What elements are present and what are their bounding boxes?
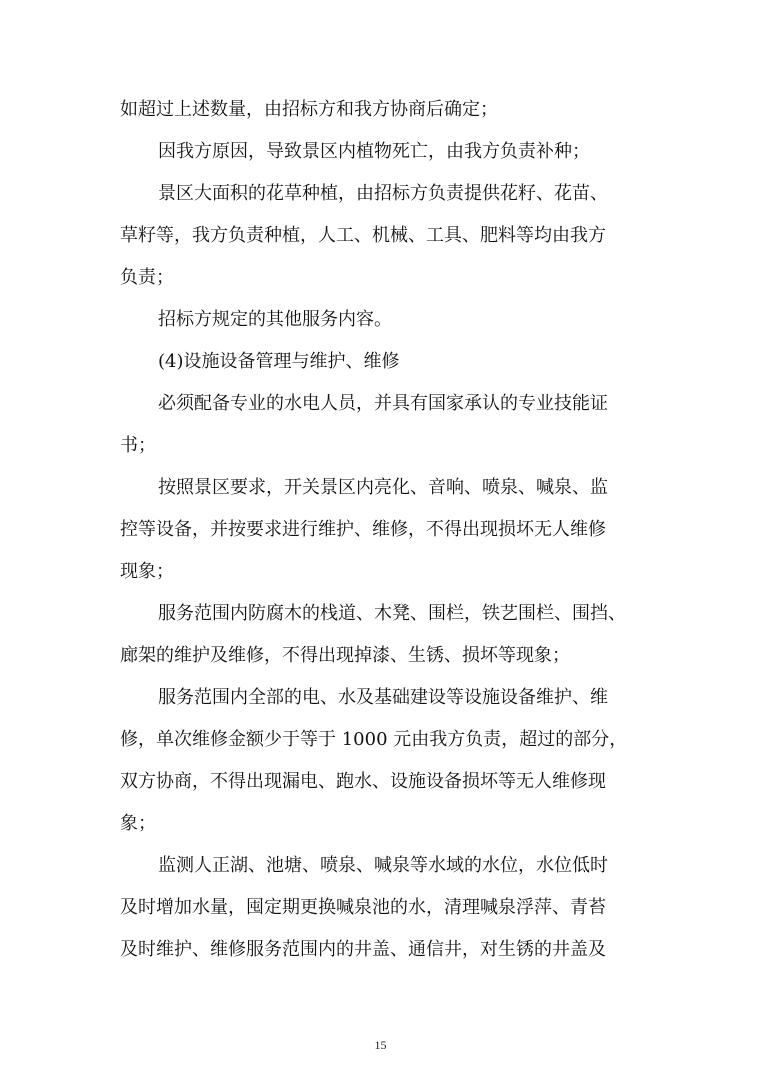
text-line: 修，单次维修金额少于等于 1000 元由我方负责，超过的部分， [120, 729, 628, 750]
text-line: 草籽等，我方负责种植，人工、机械、工具、肥料等均由我方 [120, 225, 606, 246]
text-line: 如超过上述数量，由招标方和我方协商后确定； [120, 99, 498, 120]
text-line: 象； [120, 813, 156, 834]
text-line: 及时维护、维修服务范围内的井盖、通信井，对生锈的井盖及 [120, 939, 606, 960]
text-line: 现象； [120, 561, 174, 582]
text-line: 服务范围内防腐木的栈道、木凳、围栏，铁艺围栏、围挡、 [158, 603, 626, 624]
section-heading: (4)设施设备管理与维护、维修 [158, 351, 400, 372]
text-line: 控等设备，并按要求进行维护、维修，不得出现损坏无人维修 [120, 519, 606, 540]
text-line: 双方协商，不得出现漏电、跑水、设施设备损坏等无人维修现 [120, 771, 606, 792]
text-line: 景区大面积的花草种植，由招标方负责提供花籽、花苗、 [158, 183, 608, 204]
text-line: 廊架的维护及维修，不得出现掉漆、生锈、损坏等现象； [120, 645, 570, 666]
text-line: 服务范围内全部的电、水及基础建设等设施设备维护、维 [158, 687, 608, 708]
text-line: 监测人正湖、池塘、喷泉、喊泉等水域的水位，水位低时 [158, 855, 608, 876]
text-line: 及时增加水量，囤定期更换喊泉池的水，清理喊泉浮萍、青苔 [120, 897, 606, 918]
text-line: 负责； [120, 267, 174, 288]
text-line: 必须配备专业的水电人员，并具有国家承认的专业技能证 [158, 393, 608, 414]
text-line: 招标方规定的其他服务内容。 [158, 309, 392, 330]
page-number: 15 [374, 1038, 387, 1052]
text-line: 因我方原因，导致景区内植物死亡，由我方负责补种； [158, 141, 590, 162]
text-line: 按照景区要求，开关景区内亮化、音响、喷泉、喊泉、监 [158, 477, 608, 498]
text-line: 书； [120, 435, 156, 456]
